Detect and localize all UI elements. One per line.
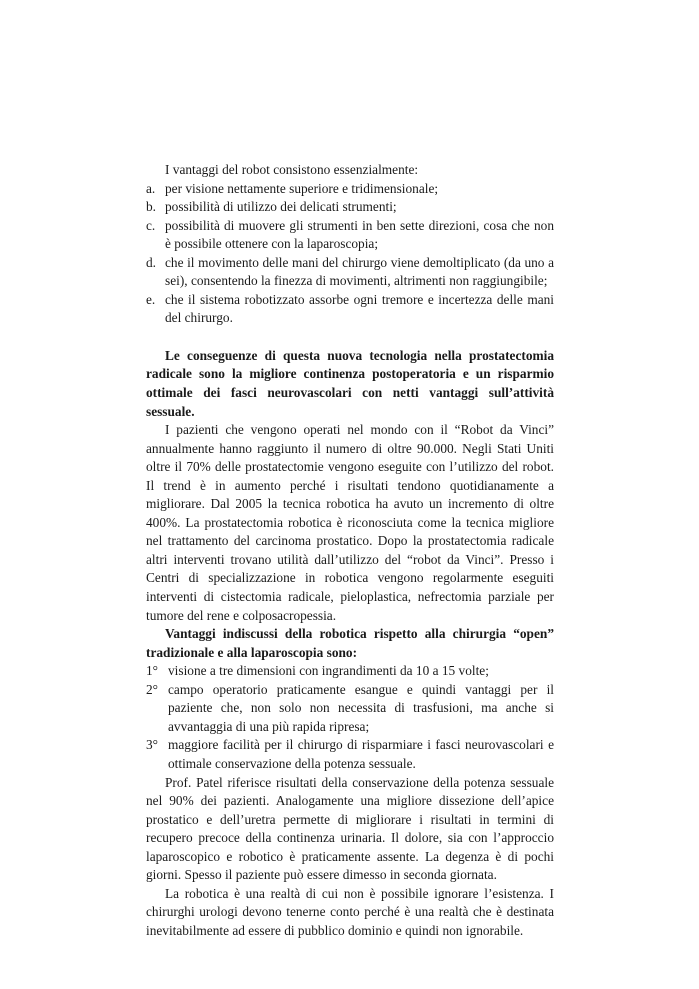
list-item-text: che il sistema robotizzato assorbe ogni tremore e incertezza delle mani del chirurgo. [165,291,554,326]
list-item [146,217,554,254]
list-item [146,254,554,291]
list-item-text: che il movimento delle mani del chirurgo viene demoltiplicato (da uno a sei), consentendo la finezza di movimenti, altrimenti non raggiungibile; [165,254,554,289]
list-marker: a. [146,180,156,196]
list-marker: e. [146,291,156,307]
numbered-advantages-list [146,662,554,773]
list-marker: d. [146,254,157,270]
consequences-heading: Le conseguenze di questa nuova tecnologia nella prostatectomia radicale sono la migliore continenza postoperatoria e un risparmio ottimale dei fasci neurovascolari con netti vantaggi sull’attività sessuale. [146,347,554,419]
list-item-text: maggiore facilità per il chirurgo di risparmiare i fasci neurovascolari e ottimale conservazione della potenza sessuale. [168,737,554,771]
undisputed-advantages-heading: Vantaggi indiscussi della robotica rispetto alla chirurgia “open” tradizionale e alla laparoscopia sono: [146,626,554,660]
document-page [146,161,554,940]
list-marker: 3° [146,737,159,753]
list-item [146,180,554,199]
body-paragraph-conclusion: La robotica è una realtà di cui non è possibile ignorare l’esistenza. I chirurghi urologi devono tenerne conto perché è una realtà che è destinata inevitabilmente ad essere di pubblico dominio e quindi non ignorabile. [146,885,554,938]
list-item-text: campo operatorio praticamente esangue e quindi vantaggi per il paziente che, non solo non necessita di trasfusioni, ma anche si avvantaggia di una più rapida ripresa; [168,681,554,734]
list-item [146,681,554,737]
list-marker: b. [146,199,157,215]
list-marker: 1° [146,663,159,679]
list-item [146,198,554,217]
list-item-text: visione a tre dimensioni con ingrandimenti da 10 a 15 volte; [168,663,489,679]
advantages-list [146,180,554,328]
intro-paragraph: I vantaggi del robot consistono essenzialmente: [165,162,419,177]
list-item-text: possibilità di muovere gli strumenti in ben sette direzioni, cosa che non è possibile ottenere con la laparoscopia; [165,217,554,252]
body-paragraph-robot-da-vinci: I pazienti che vengono operati nel mondo con il “Robot da Vinci” annualmente hanno raggiunto il numero di oltre 90.000. Negli Stati Uniti oltre il 70% delle prostatectomie vengono eseguite con l’utilizzo del robot. Il trend è in aumento perché i risultati tendono quotidianamente a migliorare. Dal 2005 la tecnica robotica ha avuto un incremento di oltre 400%. La prostatectomia robotica è riconosciuta come la tecnica migliore nel trattamento del carcinoma prostatico. Dopo la prostatectomia radicale altri interventi trovano utilità dall’utilizzo del “robot da Vinci”. Presso i Centri di specializzazione in robotica vengono regolarmente eseguiti interventi di cistectomia radicale, pieloplastica, nefrectomia parziale per tumore del rene e colposacropessia. [146,422,554,623]
list-item [146,662,554,681]
list-marker: c. [146,217,156,233]
list-marker: 2° [146,681,159,697]
section-gap [146,328,554,347]
list-item [146,736,554,773]
list-item [146,291,554,328]
list-item-text: possibilità di utilizzo dei delicati strumenti; [165,199,397,215]
body-paragraph-patel: Prof. Patel riferisce risultati della conservazione della potenza sessuale nel 90% dei pazienti. Analogamente una migliore dissezione dell’apice prostatico e dell’uretra permette di migliorare i risultati in termini di recupero precoce della continenza urinaria. Il dolore, sia con l’approccio laparoscopico e robotico è praticamente assente. La degenza è di pochi giorni. Spesso il paziente può essere dimesso in seconda giornata. [146,774,554,883]
list-item-text: per visione nettamente superiore e tridimensionale; [165,180,439,196]
